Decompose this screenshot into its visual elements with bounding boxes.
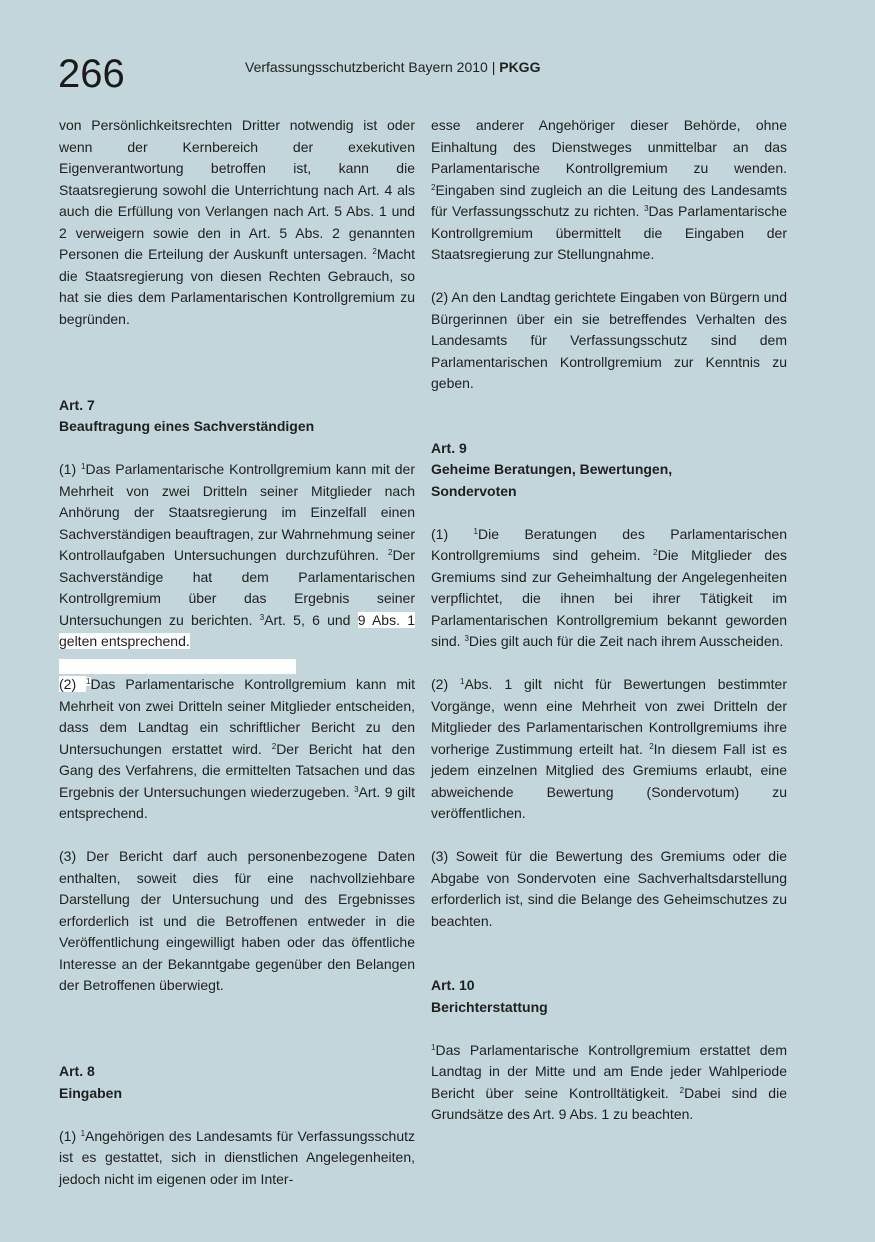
left-column [59,115,415,1190]
art8-paragraph-2: (2) An den Landtag gerichtete Eingaben von Bürgern und Bürgerinnen über ein sie betreffendes Verhalten des Landesamts für Verfassungsschutz sind dem Parlamentarischen Kontrollgremium zur Kenntnis zu geben. [431,289,787,391]
art8-subtitle: Eingaben [59,1084,123,1101]
art9-paragraph-3: (3) Soweit für die Bewertung des Gremiums oder die Abgabe von Sondervoten eine Sachverhaltsdarstellung erforderlich ist, sind die Belange des Geheimschutzes zu beachten. [431,848,787,929]
art7-paragraph-3: (3) Der Bericht darf auch personenbezogene Daten enthalten, soweit dies für eine nachvollziehbare Darstellung der Untersuchung und des Ergebnisses erforderlich ist und die Betroffenen entweder in die Veröffentlichung eingewilligt haben oder das öffentliche Interesse an der Bekanntgabe gegenüber den Belangen der Betroffenen überwiegt. [59,848,415,993]
art9-paragraph-1: (1) $^1$Die Beratungen des Parlamentarischen Kontrollgremiums sind geheim. $^2$Die Mitglieder des Gremiums sind zur Geheimhaltung der Angelegenheiten verpflichtet, die ihnen bei ihrer Tätigkeit im Parlamentarischen Kontrollgremium bekannt geworden sind. $^3$Dies gilt auch für die Zeit nach ihrem Ausscheiden. [431,525,787,649]
highlight: 9 Abs. 1 gelten entsprechend. [59,611,415,649]
art7-paragraph-2: (2) $^1$Das Parlamentarische Kontrollgremium kann mit Mehrheit von zwei Dritteln seiner Mitglieder entscheiden, dass dem Landtag ein schriftlicher Bericht zu den Untersuchungen erstattet wird. $^2$Der Bericht hat den Gang des Verfahrens, die ermittelten Tatsachen und das Ergebnis der Untersuchungen wiederzugeben. $^3$Art. 9 gilt entsprechend. [59,676,415,821]
page-number: 266 [58,52,125,96]
intro-paragraph: von Persönlichkeitsrechten Dritter notwendig ist oder wenn der Kernbereich der exekutiven Eigenverantwortung betroffen ist, kann die Staatsregierung sowohl die Unterrichtung nach Art. 4 als auch die Erfüllung von Verlangen nach Art. 5 Abs. 1 und 2 verweigern sowie den in Art. 5 Abs. 2 genannten Personen die Erteilung der Auskunft untersagen. $^2$Macht die Staatsregierung von diesen Rechten Gebrauch, so hat sie dies dem Parlamentarischen Kontrollgremium zu begründen. [59,117,415,327]
art9-paragraph-2: (2) $^1$Abs. 1 gilt nicht für Bewertungen bestimmter Vorgänge, wenn eine Mehrheit von zwei Dritteln der Mitglieder des Parlamentarischen Kontrollgremiums ihre vorherige Zustimmung erteilt hat. $^2$In diesem Fall ist es jedem einzelnen Mitglied des Gremiums erlaubt, eine abweichende Bewertung (Sondervotum) zu veröffentlichen. [431,676,787,821]
art7-title: Art. 7 [59,396,95,413]
art8-paragraph-1: (1) $^1$Angehörigen des Landesamts für Verfassungsschutz ist es gestattet, sich in dienstlichen Angelegenheiten, jedoch nicht im eigenen oder im Inter- [59,1127,415,1187]
art7-paragraph-1: (1) $^1$Das Parlamentarische Kontrollgremium kann mit der Mehrheit von zwei Dritteln seiner Mitglieder nach Anhörung der Staatsregierung im Einzelfall einen Sachverständigen beauftragen, zur Wahrnehmung seiner Kontrollaufgaben Untersuchungen durchzuführen. $^2$Der Sachverständige hat dem Parlamentarischen Kontrollgremium über das Ergebnis seiner Untersuchungen zu berichten. $^3$Art. 5, 6 und 9 Abs. 1 gelten entsprechend. [59,461,415,649]
highlight-bar [59,659,296,674]
art10-title: Art. 10 [431,977,475,993]
art10-subtitle: Berichterstattung [431,998,548,1015]
right-column [431,115,787,1126]
running-header [245,57,540,77]
art7-subtitle: Beauftragung eines Sachverständigen [59,418,315,434]
running-title: Verfassungsschutzbericht Bayern 2010 | [245,59,500,75]
art10-paragraph: $^1$Das Parlamentarische Kontrollgremium erstattet dem Landtag in der Mitte und am Ende jeder Wahlperiode Bericht über seine Kontrolltätigkeit. $^2$Dabei sind die Grundsätze des Art. 9 Abs. 1 zu beachten. [431,1041,787,1122]
art8-title: Art. 8 [59,1063,95,1079]
art9-subtitle-line-1: Geheime Beratungen, Bewertungen, [431,461,673,477]
art9-title: Art. 9 [431,439,467,456]
art9-subtitle-line-2: Sondervoten [431,482,517,499]
running-section: PKGG [499,59,541,75]
art8-paragraph-1-continued: esse anderer Angehöriger dieser Behörde, ohne Einhaltung des Dienstweges unmittelbar an das Parlamentarische Kontrollgremium zu wenden. $^2$Eingaben sind zugleich an die Leitung des Landesamts für Verfassungsschutz zu richten. $^3$Das Parlamentarische Kontrollgremium übermittelt die Eingaben der Staatsregierung zur Stellungnahme. [431,117,787,262]
